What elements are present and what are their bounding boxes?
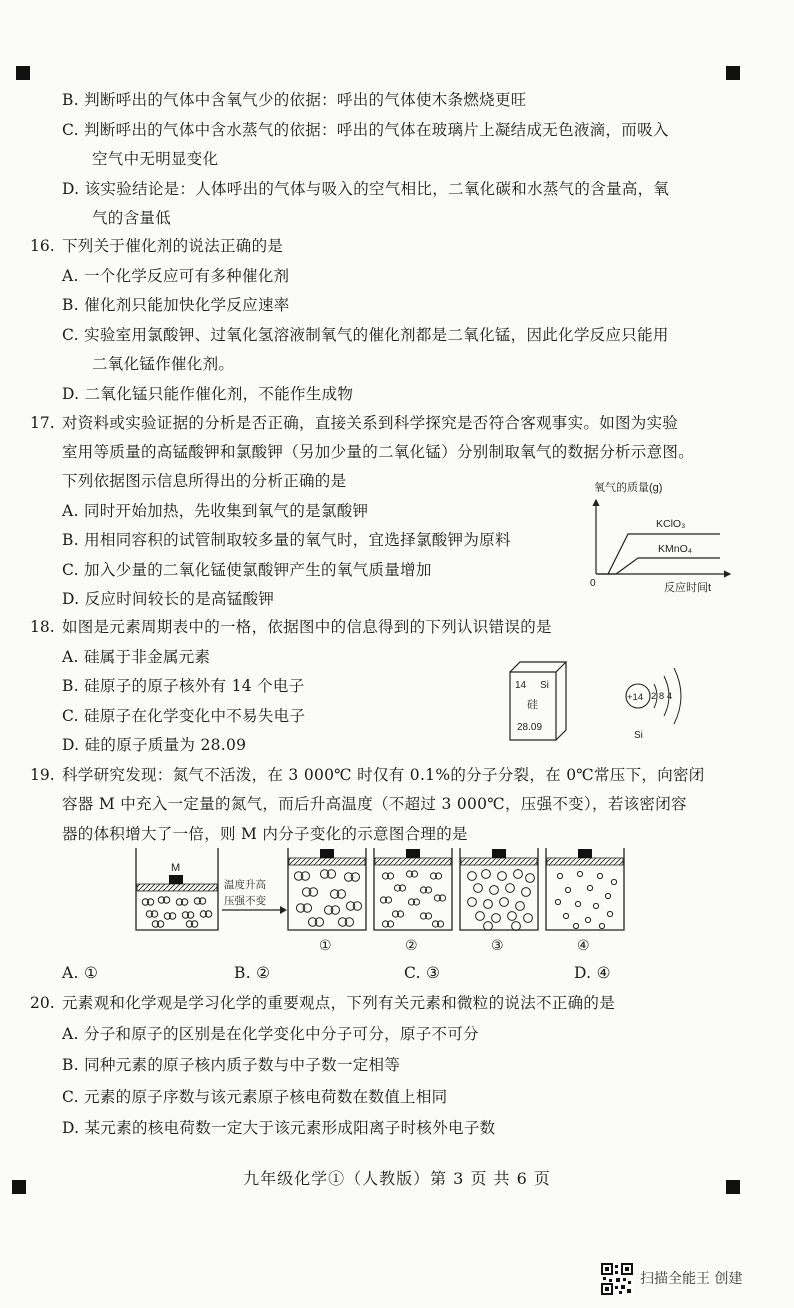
q17-stem-line3: 下列依据图示信息所得出的分析正确的是 [62,472,347,490]
q18-option-d: D. 硅的原子质量为 28.09 [62,736,247,754]
container-option-label-3: ③ [491,937,504,953]
q19-stem-line3: 器的体积增大了一倍，则 M 内分子变化的示意图合理的是 [62,825,468,843]
q15-option-d-line1: D. 该实验结论是：人体呼出的气体与吸入的空气相比，二氧化碳和水蒸气的含量高，氧 [62,180,670,198]
electron-shell-counts: 2 8 4 [651,691,673,702]
q18-number: 18. [30,618,55,636]
q20-stem: 元素观和化学观是学习化学的重要观点，下列有关元素和微粒的说法不正确的是 [62,994,616,1012]
q16-stem: 下列关于催化剂的说法正确的是 [62,237,284,255]
q19-number: 19. [30,766,55,784]
container-option-1 [288,848,366,953]
chart-origin-label: 0 [590,578,596,589]
q18-stem: 如图是元素周期表中的一格，依据图中的信息得到的下列认识错误的是 [62,618,552,636]
container-option-label-1: ① [319,937,332,953]
q20-option-b: B. 同种元素的原子核内质子数与中子数一定相等 [62,1056,401,1074]
q15-option-b: B. 判断呼出的气体中含氧气少的依据：呼出的气体使木条燃烧更旺 [62,91,527,109]
page-footer: 九年级化学①（人教版）第 3 页 共 6 页 [243,1169,551,1188]
q16-option-d: D. 二氧化锰只能作催化剂，不能作生成物 [62,385,354,403]
q17-option-c: C. 加入少量的二氧化锰使氯酸钾产生的氧气质量增加 [62,561,432,579]
container-option-2 [374,848,452,953]
container-option-label-4: ④ [577,937,590,953]
atom-symbol: Si [634,730,643,741]
q18-option-a: A. 硅属于非金属元素 [62,648,211,666]
q19-option-c: C. ③ [404,964,441,982]
container-option-label-2: ② [405,937,418,953]
scanner-watermark: 扫描全能王 创建 [640,1271,743,1287]
kmno4-series-label: KMnO₄ [658,543,693,555]
cell-atomic-mass: 28.09 [517,722,543,733]
q20-option-c: C. 元素的原子序数与该元素原子核电荷数在数值上相同 [62,1088,448,1106]
q16-option-c-line1: C. 实验室用氯酸钾、过氧化氢溶液制氧气的催化剂都是二氧化锰，因此化学反应只能用 [62,326,669,344]
container-m [136,848,218,930]
oxygen-mass-chart [580,478,750,598]
silicon-element-figure [500,650,720,750]
cell-atomic-number: 14 [515,680,527,691]
chart-y-label: 氧气的质量(g) [594,482,663,494]
q18-option-c: C. 硅原子在化学变化中不易失电子 [62,707,306,725]
arrow-text-pressure: 压强不变 [224,895,266,907]
q15-option-d-line2: 气的含量低 [92,209,172,227]
q17-stem-line2: 室用等质量的高锰酸钾和氯酸钾（另加少量的二氧化锰）分别制取氧气的数据分析示意图。 [62,443,695,461]
q16-option-a: A. 一个化学反应可有多种催化剂 [62,267,290,285]
q16-option-b: B. 催化剂只能加快化学反应速率 [62,296,290,314]
cell-element-name: 硅 [527,699,538,711]
q20-number: 20. [30,994,55,1012]
q19-option-b: B. ② [234,964,271,982]
nitrogen-container-figure [130,844,630,959]
arrow-text-temperature: 温度升高 [224,879,266,891]
kmno4-curve [608,558,720,574]
q17-option-d: D. 反应时间较长的是高锰酸钾 [62,590,275,608]
container-option-4 [546,848,624,953]
container-option-3 [460,848,538,953]
nucleus-charge: +14 [627,692,644,703]
cell-symbol: Si [540,680,549,691]
qr-code-icon [600,1262,634,1296]
registration-mark-top-right [726,66,740,80]
q19-stem-line1: 科学研究发现：氮气不活泼，在 3 000℃ 时仅有 0.1%的分子分裂，在 0℃常压下，向密闭 [62,766,705,784]
q17-option-a: A. 同时开始加热，先收集到氧气的是氯酸钾 [62,502,369,520]
q20-option-a: A. 分子和原子的区别是在化学变化中分子可分，原子不可分 [62,1025,479,1043]
q18-option-b: B. 硅原子的原子核外有 14 个电子 [62,677,305,695]
q19-option-a: A. ① [62,964,99,982]
chart-x-label: 反应时间t [664,582,712,594]
q15-option-c-line1: C. 判断呼出的气体中含水蒸气的依据：呼出的气体在玻璃片上凝结成无色液滴，而吸入 [62,121,669,139]
q19-stem-line2: 容器 M 中充入一定量的氮气，而后升高温度（不超过 3 000℃，压强不变），若该密闭容 [62,795,687,813]
q17-stem-line1: 对资料或实验证据的分析是否正确，直接关系到科学探究是否符合客观事实。如图为实验 [62,414,679,432]
q17-number: 17. [30,414,55,432]
q15-option-c-line2: 空气中无明显变化 [92,150,219,168]
container-m-label: M [171,862,181,874]
periodic-table-cell [510,662,566,740]
q17-option-b: B. 用相同容积的试管制取较多量的氧气时，宜选择氯酸钾为原料 [62,531,511,549]
q16-option-c-line2: 二氧化锰作催化剂。 [92,355,235,373]
kclo3-series-label: KClO₃ [656,518,686,530]
q19-option-d: D. ④ [574,964,611,982]
atomic-structure-diagram [626,668,681,741]
q16-number: 16. [30,237,55,255]
registration-mark-top-left [16,66,30,80]
q20-option-d: D. 某元素的核电荷数一定大于该元素形成阳离子时核外电子数 [62,1119,496,1137]
